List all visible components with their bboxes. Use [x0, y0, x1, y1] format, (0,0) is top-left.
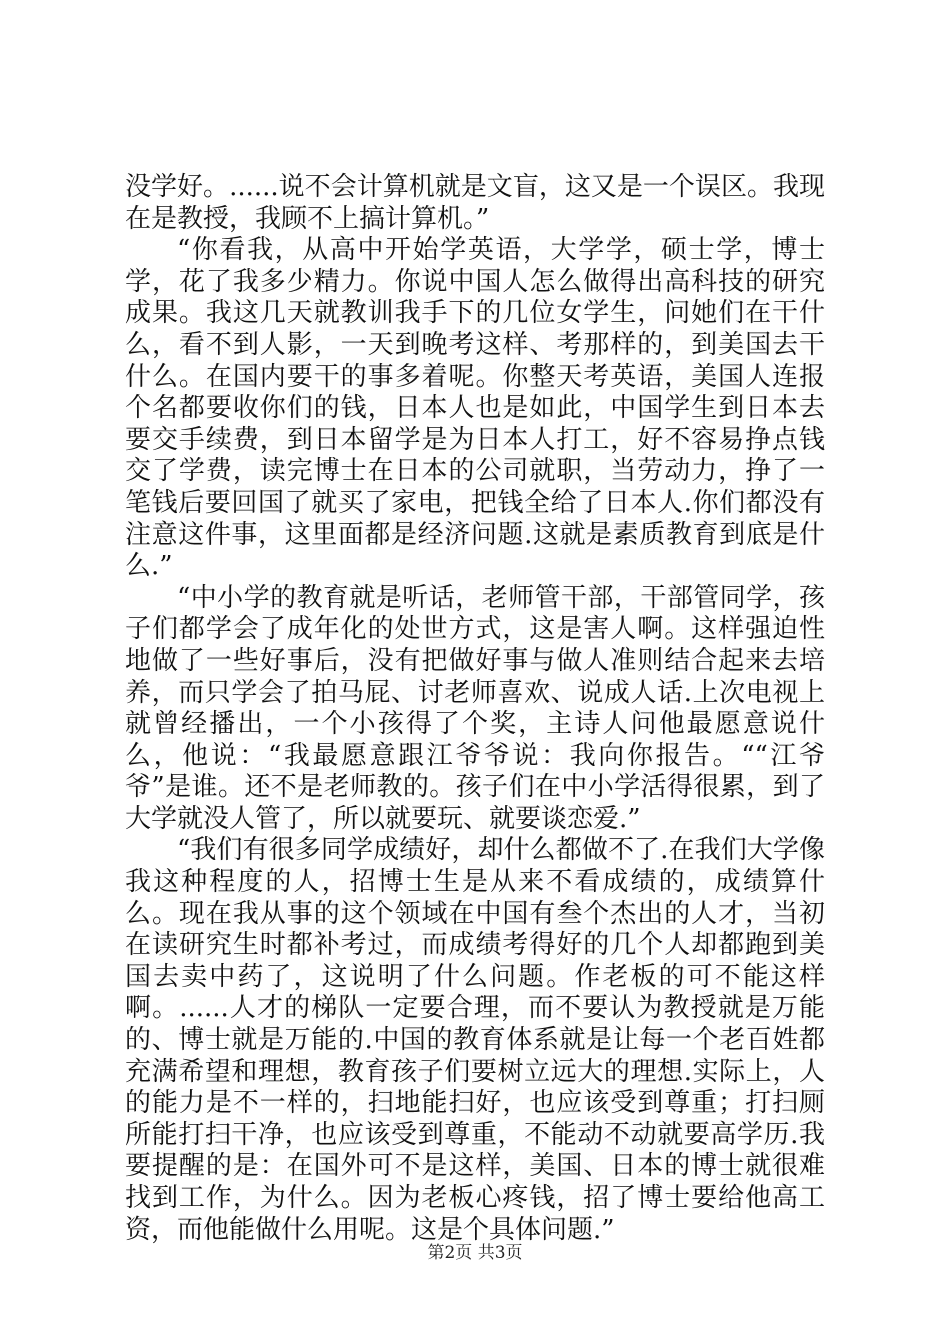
paragraph-3: “中小学的教育就是听话，老师管干部，干部管同学，孩子们都学会了成年化的处世方式，这是害人啊。这样强迫性地做了一些好事后，没有把做好事与做人准则结合起来去培养，而只学会了拍马屁、讨老师喜欢、说成人话.上次电视上就曾经播出，一个小孩得了个奖，主诗人问他最愿意说什么，他说：“我最愿意跟江爷爷说：我向你报告。““江爷爷”是谁。还不是老师教的。孩子们在中小学活得很累，到了大学就没人管了，所以就要玩、就要谈恋爱.”: [125, 582, 825, 834]
document-body: [125, 172, 825, 1246]
paragraph-1: 没学好。......说不会计算机就是文盲，这又是一个误区。我现在是教授，我顾不上搞计算机。”: [125, 172, 825, 234]
paragraph-2: “你看我，从高中开始学英语，大学学，硕士学，博士学，花了我多少精力。你说中国人怎么做得出高科技的研究成果。我这几天就教训我手下的几位女学生，问她们在干什么，看不到人影，一天到晚考这样、考那样的，到美国去干什么。在国内要干的事多着呢。你整天考英语，美国人连报个名都要收你们的钱，日本人也是如此，中国学生到日本去要交手续费，到日本留学是为日本人打工，好不容易挣点钱交了学费，读完博士在日本的公司就职，当劳动力，挣了一笔钱后要回国了就买了家电，把钱全给了日本人.你们都没有注意这件事，这里面都是经济问题.这就是素质教育到底是什么.”: [125, 235, 825, 582]
paragraph-4: “我们有很多同学成绩好，却什么都做不了.在我们大学像我这种程度的人，招博士生是从来不看成绩的，成绩算什么。现在我从事的这个领域在中国有叁个杰出的人才，当初在读研究生时都补考过，而成绩考得好的几个人却都跑到美国去卖中药了，这说明了什么问题。作老板的可不能这样啊。......人才的梯队一定要合理，而不要认为教授就是万能的、博士就是万能的.中国的教育体系就是让每一个老百姓都充满希望和理想，教育孩子们要树立远大的理想.实际上，人的能力是不一样的，扫地能扫好，也应该受到尊重；打扫厕所能打扫干净，也应该受到尊重，不能动不动就要高学历.我要提醒的是：在国外可不是这样，美国、日本的博士就很难找到工作，为什么。因为老板心疼钱，招了博士要给他高工资，而他能做什么用呢。这是个具体问题.”: [125, 835, 825, 1245]
page-number-footer: 第2页 共3页: [427, 1243, 523, 1263]
